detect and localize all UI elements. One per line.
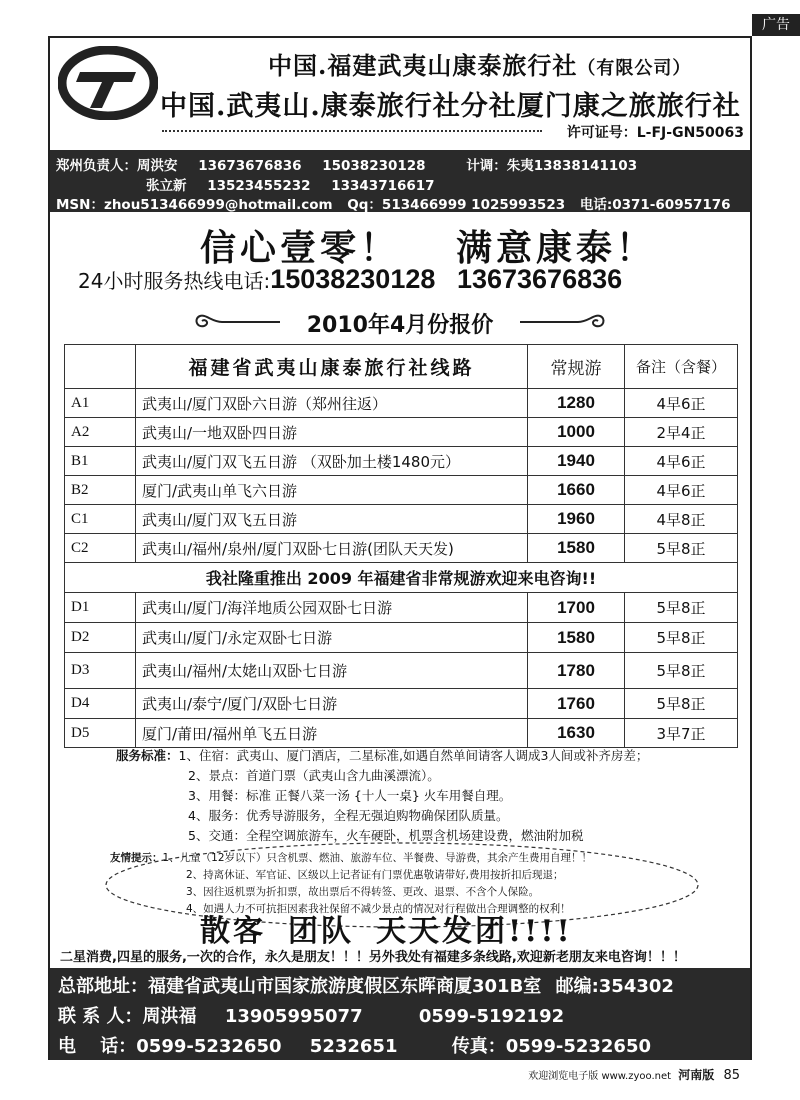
route-price: 1780 bbox=[528, 653, 625, 689]
route-name: 武夷山/厦门双卧六日游（郑州往返） bbox=[136, 389, 528, 418]
routes-table bbox=[64, 344, 738, 748]
service-item-text: 1、住宿：武夷山、厦门酒店，二星标准,如遇自然单间请客人调成3人间或补齐房差； bbox=[178, 748, 649, 763]
route-name: 厦门/莆田/福州单飞五日游 bbox=[136, 719, 528, 748]
right-swirl-ornament-icon bbox=[518, 310, 608, 334]
table-row bbox=[65, 447, 738, 476]
route-name: 武夷山/厦门/海洋地质公园双卧七日游 bbox=[136, 593, 528, 623]
page-footer bbox=[528, 1066, 740, 1083]
headquarters-bar bbox=[50, 968, 750, 1060]
route-price: 1000 bbox=[528, 418, 625, 447]
footer-edition: 河南版 bbox=[678, 1068, 715, 1082]
hq-contact-phone-2: 0599-5192192 bbox=[418, 1006, 565, 1027]
route-price: 1660 bbox=[528, 476, 625, 505]
service-item-text: 2、景点：首道门票（武夷山含九曲溪漂流）。 bbox=[188, 768, 440, 783]
table-row bbox=[65, 689, 738, 719]
table-header-row bbox=[65, 345, 738, 389]
table-row bbox=[65, 418, 738, 447]
footer-website: 欢迎浏览电子版 www.zyoo.net bbox=[528, 1071, 672, 1082]
route-code: A1 bbox=[65, 389, 136, 418]
dotted-divider bbox=[162, 130, 542, 132]
route-code: D3 bbox=[65, 653, 136, 689]
hq-fax: 传真：0599-5232650 bbox=[451, 1036, 651, 1057]
hq-contact-phone-1: 13905995077 bbox=[224, 1006, 363, 1027]
route-meals: 4早6正 bbox=[625, 389, 738, 418]
route-name: 武夷山/厦门双飞五日游 bbox=[136, 505, 528, 534]
table-header-route: 福建省武夷山康泰旅行社线路 bbox=[136, 345, 528, 389]
price-list-title: 2010年4月份报价 bbox=[306, 313, 494, 338]
route-meals: 3早7正 bbox=[625, 719, 738, 748]
route-meals: 2早4正 bbox=[625, 418, 738, 447]
hotline: 24小时服务热线电话:15038230128 13673676836 bbox=[78, 264, 623, 294]
route-meals: 5早8正 bbox=[625, 593, 738, 623]
route-price: 1700 bbox=[528, 593, 625, 623]
route-code: D2 bbox=[65, 623, 136, 653]
route-name: 武夷山/福州/泉州/厦门双卧七日游(团队天天发) bbox=[136, 534, 528, 563]
route-price: 1630 bbox=[528, 719, 625, 748]
route-meals: 5早8正 bbox=[625, 534, 738, 563]
msn-address: MSN：zhou513466999@hotmail.com bbox=[56, 197, 333, 213]
table-row bbox=[65, 623, 738, 653]
route-meals: 5早8正 bbox=[625, 689, 738, 719]
route-meals: 5早8正 bbox=[625, 623, 738, 653]
tip-item bbox=[110, 850, 592, 867]
header bbox=[50, 38, 750, 150]
route-name: 厦门/武夷山单飞六日游 bbox=[136, 476, 528, 505]
route-code: D5 bbox=[65, 719, 136, 748]
hq-tel-2: 5232651 bbox=[309, 1036, 398, 1057]
second-manager: 张立新 bbox=[146, 178, 187, 194]
company-logo-icon bbox=[58, 46, 158, 120]
route-price: 1580 bbox=[528, 623, 625, 653]
tip-item bbox=[110, 884, 592, 901]
route-name: 武夷山/泰宁/厦门/双卧七日游 bbox=[136, 689, 528, 719]
table-row bbox=[65, 389, 738, 418]
table-row bbox=[65, 653, 738, 689]
table-row bbox=[65, 719, 738, 748]
hq-contact: 联 系 人：周洪福 bbox=[58, 1006, 197, 1027]
service-standards bbox=[116, 746, 648, 846]
slogan-daily-tours: 散客 团队 天天发团!!!! bbox=[200, 914, 573, 949]
table-row bbox=[65, 505, 738, 534]
office-phone: 电话:0371-60957176 bbox=[579, 197, 731, 213]
service-item-text: 4、服务：优秀导游服务，全程无强迫购物确保团队质量。 bbox=[188, 808, 509, 823]
slogan: 信心壹零！ 满意康泰！ bbox=[200, 227, 657, 269]
route-code: B2 bbox=[65, 476, 136, 505]
license-number: 许可证号：L-FJ-GN50063 bbox=[566, 125, 744, 141]
route-name: 武夷山/厦门双飞五日游 （双卧加土楼1480元） bbox=[136, 447, 528, 476]
route-code: D4 bbox=[65, 689, 136, 719]
route-code: C2 bbox=[65, 534, 136, 563]
second-manager-phone-1: 13523455232 bbox=[207, 178, 311, 194]
manager-phone-2: 15038230128 bbox=[322, 158, 426, 174]
table-row bbox=[65, 593, 738, 623]
hq-address: 总部地址：福建省武夷山市国家旅游度假区东晖商厦301B室 bbox=[58, 976, 542, 997]
route-name: 武夷山/福州/太姥山双卧七日游 bbox=[136, 653, 528, 689]
contact-bar bbox=[50, 150, 750, 212]
zhengzhou-manager: 郑州负责人：周洪安 bbox=[56, 158, 178, 174]
hq-tel: 电 话：0599-5232650 bbox=[58, 1036, 282, 1057]
route-meals: 4早6正 bbox=[625, 476, 738, 505]
tip-text: 1、儿童（12岁以下）只含机票、燃油、旅游车位、半餐费、导游费，其余产生费用自理！！ bbox=[162, 852, 593, 864]
table-header-note: 备注（含餐） bbox=[625, 345, 738, 389]
service-item bbox=[116, 746, 648, 766]
route-price: 1280 bbox=[528, 389, 625, 418]
route-meals: 4早8正 bbox=[625, 505, 738, 534]
route-code: A2 bbox=[65, 418, 136, 447]
route-meals: 5早8正 bbox=[625, 653, 738, 689]
ad-frame bbox=[48, 36, 752, 1060]
route-meals: 4早6正 bbox=[625, 447, 738, 476]
promo-line: 二星消费,四星的服务,一次的合作，永久是朋友！！！另外我处有福建多条线路,欢迎新老朋友来电咨询！！！ bbox=[60, 950, 686, 965]
route-code: D1 bbox=[65, 593, 136, 623]
hotline-number-2: 13673676836 bbox=[456, 264, 623, 294]
route-name: 武夷山/厦门/永定双卧七日游 bbox=[136, 623, 528, 653]
service-item bbox=[116, 806, 648, 826]
hq-postcode: 邮编:354302 bbox=[555, 976, 674, 997]
second-manager-phone-2: 13343716617 bbox=[331, 178, 435, 194]
service-label: 服务标准： bbox=[116, 748, 179, 763]
promo-row bbox=[65, 563, 738, 593]
route-name: 武夷山/一地双卧四日游 bbox=[136, 418, 528, 447]
manager-phone-1: 13673676836 bbox=[198, 158, 302, 174]
route-price: 1940 bbox=[528, 447, 625, 476]
table-row bbox=[65, 476, 738, 505]
service-item-text: 5、交通：全程空调旅游车，火车硬卧，机票含机场建设费，燃油附加税 bbox=[188, 828, 584, 843]
route-price: 1760 bbox=[528, 689, 625, 719]
page-number: 85 bbox=[723, 1068, 740, 1083]
service-item bbox=[116, 766, 648, 786]
dispatch-contact: 计调：朱夷13838141103 bbox=[466, 158, 638, 174]
tip-text: 4、如遇人力不可抗拒因素我社保留不减少景点的情况对行程做出合理调整的权利！ bbox=[186, 903, 571, 915]
tips-label: 友情提示： bbox=[110, 852, 163, 864]
tip-text: 2、持离休证、军官证、区级以上记者证有门票优惠敬请带好,费用按折扣后现退； bbox=[186, 869, 564, 881]
table-header-price: 常规游 bbox=[528, 345, 625, 389]
route-code: C1 bbox=[65, 505, 136, 534]
service-item-text: 3、用餐：标准 正餐八菜一汤 {十人一桌} 火车用餐自理。 bbox=[188, 788, 512, 803]
tip-item bbox=[110, 867, 592, 884]
route-code: B1 bbox=[65, 447, 136, 476]
qq-number: Qq：513466999 1025993523 bbox=[347, 197, 566, 213]
tip-text: 3、因往返机票为折扣票，故出票后不得转签、更改、退票、不含个人保险。 bbox=[186, 886, 540, 898]
table-row bbox=[65, 534, 738, 563]
ad-tag: 广告 bbox=[752, 14, 800, 36]
company-name-primary: 中国.福建武夷山康泰旅行社（有限公司） bbox=[268, 51, 692, 80]
route-price: 1580 bbox=[528, 534, 625, 563]
company-name-branch: 中国.武夷山.康泰旅行社分社厦门康之旅旅行社 bbox=[160, 91, 741, 122]
hotline-number-1: 15038230128 bbox=[270, 264, 436, 294]
service-item bbox=[116, 786, 648, 806]
promo-text: 我社隆重推出 2009 年福建省非常规游欢迎来电咨询!! bbox=[65, 563, 738, 593]
route-price: 1960 bbox=[528, 505, 625, 534]
